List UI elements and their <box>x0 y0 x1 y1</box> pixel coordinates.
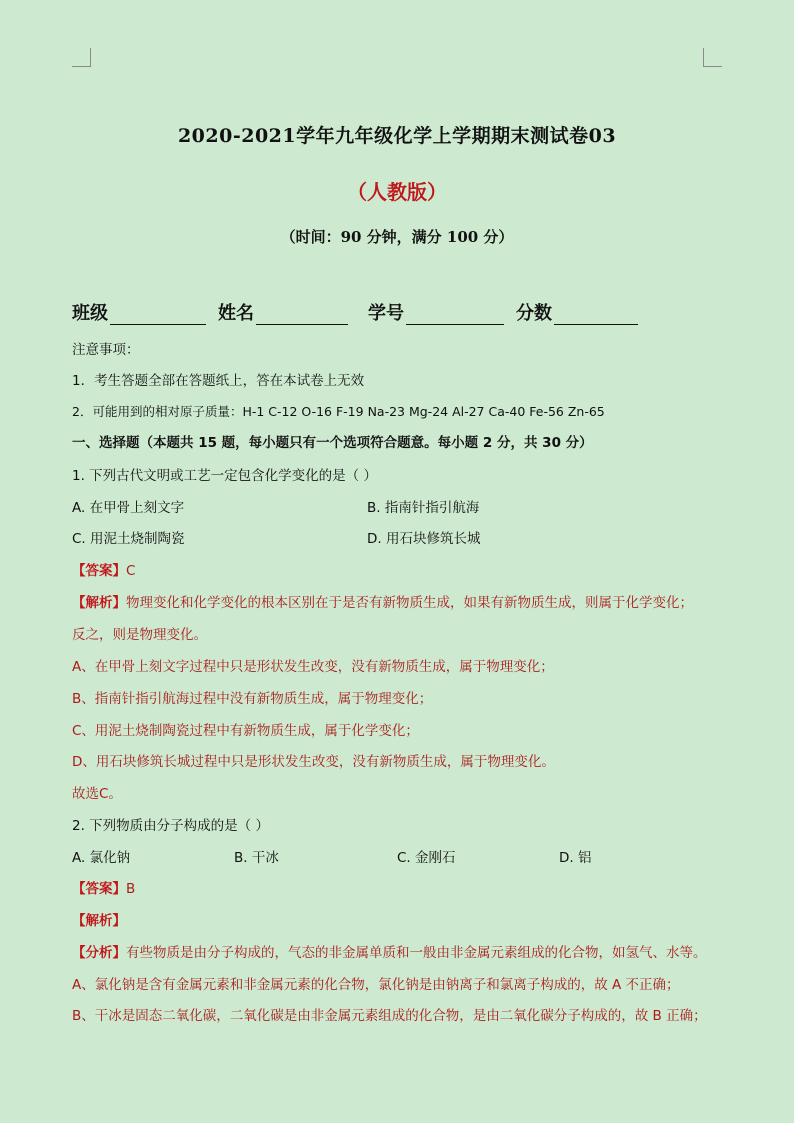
name-field[interactable] <box>218 299 348 325</box>
question-1-analysis-line-2: 反之，则是物理变化。 <box>72 627 207 643</box>
analysis-tag: 【解析】 <box>72 913 126 929</box>
fenxi-text: 有些物质是由分子构成的，气态的非金属单质和一般由非金属元素组成的化合物，如氢气、水等。 <box>126 945 707 961</box>
section-heading: 一、选择题（本题共 15 题，每小题只有一个选项符合题意。每小题 2 分，共 30 分） <box>72 435 593 451</box>
question-1-analysis-b: B、指南针指引航海过程中没有新物质生成，属于物理变化； <box>72 691 433 707</box>
question-1-conclusion: 故选C。 <box>72 786 122 802</box>
class-blank[interactable] <box>110 306 206 325</box>
time-and-score-note: （时间：90 分钟，满分 100 分） <box>280 228 514 246</box>
question-2-analysis-a: A、氯化钠是含有金属元素和非金属元素的化合物，氯化钠是由钠离子和氯离子构成的，故 A 不正确； <box>72 977 680 993</box>
analysis-tag: 【解析】 <box>72 595 126 611</box>
student-id-blank[interactable] <box>406 306 504 325</box>
name-label: 姓名 <box>218 303 254 324</box>
question-2-analysis-b: B、干冰是固态二氧化碳，二氧化碳是由非金属元素组成的化合物，是由二氧化碳分子构成的，故 B 正确； <box>72 1008 707 1024</box>
question-2-option-d: D. 铝 <box>559 850 592 866</box>
question-1-analysis-a: A、在甲骨上刻文字过程中只是形状发生改变，没有新物质生成，属于物理变化； <box>72 659 554 675</box>
fenxi-tag: 【分析】 <box>72 945 126 961</box>
question-1-option-c: C. 用泥土烧制陶瓷 <box>72 531 185 547</box>
notes-item-1: 1．考生答题全部在答题纸上，答在本试卷上无效 <box>72 373 365 389</box>
question-1-option-b: B. 指南针指引航海 <box>367 500 480 516</box>
class-field[interactable] <box>72 299 206 325</box>
question-1-analysis-c: C、用泥土烧制陶瓷过程中有新物质生成，属于化学变化； <box>72 723 419 739</box>
analysis-text: 物理变化和化学变化的根本区别在于是否有新物质生成，如果有新物质生成，则属于化学变化； <box>126 595 693 611</box>
score-blank[interactable] <box>554 306 638 325</box>
edition-label: （人教版） <box>347 180 447 204</box>
question-2-option-a: A. 氯化钠 <box>72 850 131 866</box>
question-1-option-d: D. 用石块修筑长城 <box>367 531 481 547</box>
score-field[interactable] <box>516 299 638 325</box>
question-1-stem: 1. 下列古代文明或工艺一定包含化学变化的是（ ） <box>72 468 377 484</box>
question-1-analysis-line-1 <box>72 594 693 612</box>
page-corner-mark-left <box>72 48 91 67</box>
question-2-stem: 2. 下列物质由分子构成的是（ ） <box>72 818 269 834</box>
notes-heading: 注意事项： <box>72 342 140 358</box>
question-2-fenxi <box>72 944 707 962</box>
answer-tag: 【答案】 <box>72 881 126 897</box>
question-1-option-a: A. 在甲骨上刻文字 <box>72 500 185 516</box>
question-1-answer <box>72 562 135 580</box>
question-1-analysis-d: D、用石块修筑长城过程中只是形状发生改变，没有新物质生成，属于物理变化。 <box>72 754 555 770</box>
student-info-row <box>72 299 638 325</box>
question-2-option-b: B. 干冰 <box>234 850 279 866</box>
question-2-answer <box>72 880 135 898</box>
answer-tag: 【答案】 <box>72 563 126 579</box>
question-2-option-c: C. 金刚石 <box>397 850 456 866</box>
name-blank[interactable] <box>256 306 348 325</box>
student-id-field[interactable] <box>368 299 504 325</box>
page-corner-mark-right <box>703 48 722 67</box>
exam-title: 2020-2021学年九年级化学上学期期末测试卷03 <box>177 125 617 147</box>
student-id-label: 学号 <box>368 303 404 324</box>
notes-item-2: 2．可能用到的相对原子质量：H-1 C-12 O-16 F-19 Na-23 Mg-24 Al-27 Ca-40 Fe-56 Zn-65 <box>72 404 605 419</box>
question-2-analysis-heading <box>72 912 126 930</box>
answer-value: B <box>126 881 136 897</box>
class-label: 班级 <box>72 303 108 324</box>
score-label: 分数 <box>516 303 552 324</box>
answer-value: C <box>126 563 136 579</box>
